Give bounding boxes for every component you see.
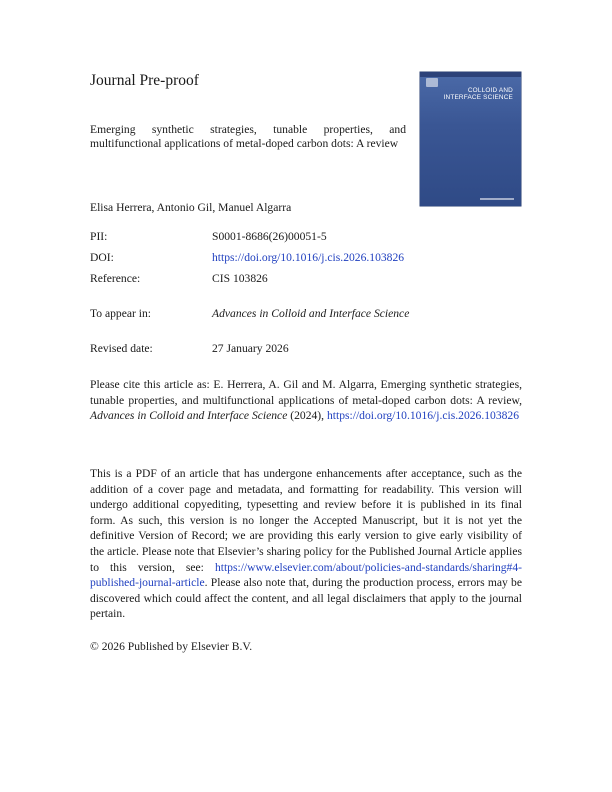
to-appear-label: To appear in:: [90, 307, 151, 320]
cover-top-strip: [420, 72, 521, 77]
revised-date-label: Revised date:: [90, 342, 153, 355]
citation-year: (2024),: [287, 409, 327, 423]
pii-value: S0001-8686(26)00051-5: [212, 230, 327, 243]
citation-text: Please cite this article as: E. Herrera, A. Gil and M. Algarra, Emerging synthetic strategies, tunable properties, and multifunctional applications of metal-doped carbon dots: A review,: [90, 378, 522, 407]
elsevier-logo-icon: [426, 78, 438, 87]
reference-value: CIS 103826: [212, 272, 268, 285]
cover-journal-title: COLLOID AND INTERFACE SCIENCE: [443, 87, 513, 101]
cover-footer-mark: [480, 198, 514, 200]
citation-paragraph: [90, 377, 522, 424]
pii-label: PII:: [90, 230, 108, 243]
notice-paragraph: [90, 466, 522, 622]
citation-journal: Advances in Colloid and Interface Science: [90, 409, 288, 423]
doi-label: DOI:: [90, 251, 114, 264]
revised-date-value: 27 January 2026: [212, 342, 289, 355]
notice-text: This is a PDF of an article that has undergone enhancements after acceptance, such as the addition of a cover page and metadata, and formatting for readability. This version will undergo additional copyediting, typesetting and review before it is published in its final form. As such, this version is no longer the Accepted Manuscript, but it is not yet the definitive Version of Record; we are providing this early version to give early visibility of the article. Please note that Elsevier’s sharing policy for the Published Journal Article applies to this version, see:: [90, 467, 522, 574]
article-authors: Elisa Herrera, Antonio Gil, Manuel Algarra: [90, 201, 292, 214]
copyright-line: © 2026 Published by Elsevier B.V.: [90, 640, 253, 653]
notice-text-end: . Please also note that, during the production process, errors may be discovered which could affect the content, and all legal disclaimers that apply to the journal pertain.: [90, 576, 522, 621]
citation-doi-link[interactable]: https://doi.org/10.1016/j.cis.2026.103826: [326, 409, 520, 423]
reference-label: Reference:: [90, 272, 141, 285]
article-title: Emerging synthetic strategies, tunable properties, and multifunctional applications of metal-doped carbon dots: A review: [90, 123, 406, 150]
journal-cover-image: [420, 72, 521, 206]
to-appear-value: Advances in Colloid and Interface Science: [212, 307, 410, 320]
doi-link[interactable]: https://doi.org/10.1016/j.cis.2026.103826: [212, 251, 405, 264]
sharing-policy-link[interactable]: https://www.elsevier.com/about/policies-and-standards/sharing#4-published-journal-article: [90, 560, 522, 590]
journal-pre-proof-heading: Journal Pre-proof: [90, 72, 199, 89]
